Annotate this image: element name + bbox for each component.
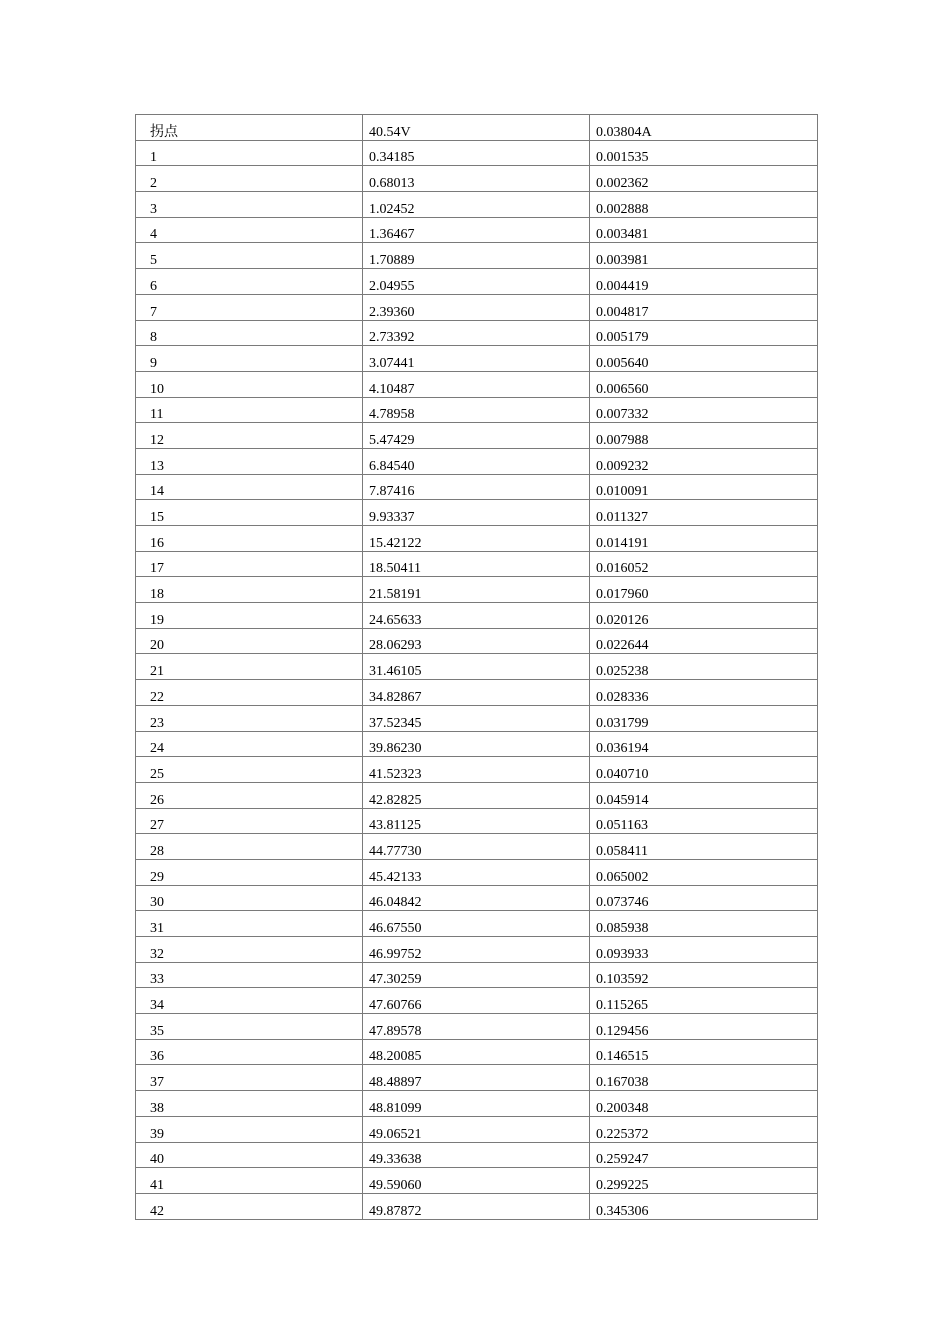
row-index-cell: 26 xyxy=(136,782,363,808)
row-index-cell: 35 xyxy=(136,1014,363,1040)
current-cell: 0.005179 xyxy=(590,320,818,346)
current-cell: 0.007988 xyxy=(590,423,818,449)
row-index-cell: 28 xyxy=(136,834,363,860)
current-cell: 0.115265 xyxy=(590,988,818,1014)
table-row xyxy=(136,166,818,192)
current-cell: 0.017960 xyxy=(590,577,818,603)
row-index-cell: 1 xyxy=(136,140,363,166)
row-index-cell: 3 xyxy=(136,192,363,218)
table-row xyxy=(136,140,818,166)
row-index-cell: 2 xyxy=(136,166,363,192)
current-cell: 0.146515 xyxy=(590,1039,818,1065)
iv-data-table xyxy=(135,114,818,1220)
current-cell: 0.065002 xyxy=(590,859,818,885)
voltage-cell: 48.48897 xyxy=(363,1065,590,1091)
table-row xyxy=(136,1039,818,1065)
row-index-cell: 13 xyxy=(136,448,363,474)
table-row xyxy=(136,294,818,320)
row-index-cell: 34 xyxy=(136,988,363,1014)
current-cell: 0.009232 xyxy=(590,448,818,474)
row-index-cell: 11 xyxy=(136,397,363,423)
current-cell: 0.045914 xyxy=(590,782,818,808)
voltage-cell: 15.42122 xyxy=(363,526,590,552)
row-index-cell: 37 xyxy=(136,1065,363,1091)
table-row xyxy=(136,1065,818,1091)
voltage-cell: 46.99752 xyxy=(363,937,590,963)
voltage-cell: 2.04955 xyxy=(363,269,590,295)
row-index-cell: 29 xyxy=(136,859,363,885)
table-row xyxy=(136,757,818,783)
current-cell: 0.004419 xyxy=(590,269,818,295)
table-row xyxy=(136,217,818,243)
voltage-cell: 39.86230 xyxy=(363,731,590,757)
voltage-cell: 37.52345 xyxy=(363,705,590,731)
current-cell: 0.085938 xyxy=(590,911,818,937)
current-cell: 0.011327 xyxy=(590,500,818,526)
table-row xyxy=(136,423,818,449)
table-row xyxy=(136,808,818,834)
table-row xyxy=(136,526,818,552)
table-row xyxy=(136,654,818,680)
current-cell: 0.002888 xyxy=(590,192,818,218)
row-index-cell: 32 xyxy=(136,937,363,963)
voltage-cell: 47.30259 xyxy=(363,962,590,988)
table-row xyxy=(136,988,818,1014)
header-label-cell: 拐点 xyxy=(136,115,363,141)
table-row xyxy=(136,911,818,937)
table-row xyxy=(136,705,818,731)
row-index-cell: 21 xyxy=(136,654,363,680)
voltage-cell: 1.70889 xyxy=(363,243,590,269)
current-cell: 0.003981 xyxy=(590,243,818,269)
current-cell: 0.040710 xyxy=(590,757,818,783)
voltage-cell: 0.34185 xyxy=(363,140,590,166)
voltage-cell: 49.59060 xyxy=(363,1168,590,1194)
voltage-cell: 28.06293 xyxy=(363,628,590,654)
current-cell: 0.025238 xyxy=(590,654,818,680)
voltage-cell: 45.42133 xyxy=(363,859,590,885)
current-cell: 0.022644 xyxy=(590,628,818,654)
row-index-cell: 25 xyxy=(136,757,363,783)
table-row xyxy=(136,1193,818,1219)
voltage-cell: 41.52323 xyxy=(363,757,590,783)
voltage-cell: 46.04842 xyxy=(363,885,590,911)
current-cell: 0.004817 xyxy=(590,294,818,320)
voltage-cell: 7.87416 xyxy=(363,474,590,500)
current-cell: 0.073746 xyxy=(590,885,818,911)
table-row xyxy=(136,320,818,346)
voltage-cell: 21.58191 xyxy=(363,577,590,603)
voltage-cell: 49.87872 xyxy=(363,1193,590,1219)
header-current-cell: 0.03804A xyxy=(590,115,818,141)
current-cell: 0.003481 xyxy=(590,217,818,243)
table-row xyxy=(136,1142,818,1168)
voltage-cell: 5.47429 xyxy=(363,423,590,449)
voltage-cell: 49.33638 xyxy=(363,1142,590,1168)
table-row xyxy=(136,1168,818,1194)
table-row xyxy=(136,243,818,269)
voltage-cell: 49.06521 xyxy=(363,1116,590,1142)
current-cell: 0.103592 xyxy=(590,962,818,988)
row-index-cell: 39 xyxy=(136,1116,363,1142)
current-cell: 0.259247 xyxy=(590,1142,818,1168)
table-row xyxy=(136,371,818,397)
table-row xyxy=(136,885,818,911)
current-cell: 0.200348 xyxy=(590,1091,818,1117)
voltage-cell: 9.93337 xyxy=(363,500,590,526)
row-index-cell: 41 xyxy=(136,1168,363,1194)
current-cell: 0.001535 xyxy=(590,140,818,166)
row-index-cell: 27 xyxy=(136,808,363,834)
table-row xyxy=(136,859,818,885)
voltage-cell: 34.82867 xyxy=(363,680,590,706)
voltage-cell: 44.77730 xyxy=(363,834,590,860)
current-cell: 0.014191 xyxy=(590,526,818,552)
current-cell: 0.016052 xyxy=(590,551,818,577)
current-cell: 0.006560 xyxy=(590,371,818,397)
voltage-cell: 48.81099 xyxy=(363,1091,590,1117)
current-cell: 0.010091 xyxy=(590,474,818,500)
row-index-cell: 19 xyxy=(136,603,363,629)
current-cell: 0.225372 xyxy=(590,1116,818,1142)
table-row xyxy=(136,397,818,423)
voltage-cell: 2.73392 xyxy=(363,320,590,346)
row-index-cell: 12 xyxy=(136,423,363,449)
current-cell: 0.002362 xyxy=(590,166,818,192)
table-row xyxy=(136,603,818,629)
voltage-cell: 0.68013 xyxy=(363,166,590,192)
row-index-cell: 16 xyxy=(136,526,363,552)
row-index-cell: 22 xyxy=(136,680,363,706)
row-index-cell: 40 xyxy=(136,1142,363,1168)
table-row xyxy=(136,782,818,808)
row-index-cell: 38 xyxy=(136,1091,363,1117)
current-cell: 0.167038 xyxy=(590,1065,818,1091)
row-index-cell: 17 xyxy=(136,551,363,577)
current-cell: 0.299225 xyxy=(590,1168,818,1194)
voltage-cell: 6.84540 xyxy=(363,448,590,474)
row-index-cell: 30 xyxy=(136,885,363,911)
row-index-cell: 4 xyxy=(136,217,363,243)
row-index-cell: 24 xyxy=(136,731,363,757)
current-cell: 0.345306 xyxy=(590,1193,818,1219)
voltage-cell: 1.02452 xyxy=(363,192,590,218)
row-index-cell: 23 xyxy=(136,705,363,731)
table-row xyxy=(136,192,818,218)
table-row xyxy=(136,628,818,654)
table-row xyxy=(136,1014,818,1040)
voltage-cell: 4.78958 xyxy=(363,397,590,423)
table-row xyxy=(136,500,818,526)
current-cell: 0.007332 xyxy=(590,397,818,423)
voltage-cell: 46.67550 xyxy=(363,911,590,937)
table-header-row xyxy=(136,115,818,141)
row-index-cell: 10 xyxy=(136,371,363,397)
row-index-cell: 33 xyxy=(136,962,363,988)
row-index-cell: 42 xyxy=(136,1193,363,1219)
voltage-cell: 42.82825 xyxy=(363,782,590,808)
table-row xyxy=(136,577,818,603)
current-cell: 0.028336 xyxy=(590,680,818,706)
current-cell: 0.036194 xyxy=(590,731,818,757)
table-row xyxy=(136,1091,818,1117)
table-row xyxy=(136,834,818,860)
current-cell: 0.051163 xyxy=(590,808,818,834)
row-index-cell: 7 xyxy=(136,294,363,320)
voltage-cell: 24.65633 xyxy=(363,603,590,629)
table-row xyxy=(136,937,818,963)
voltage-cell: 47.60766 xyxy=(363,988,590,1014)
voltage-cell: 43.81125 xyxy=(363,808,590,834)
current-cell: 0.129456 xyxy=(590,1014,818,1040)
voltage-cell: 48.20085 xyxy=(363,1039,590,1065)
table-row xyxy=(136,448,818,474)
table-row xyxy=(136,551,818,577)
row-index-cell: 36 xyxy=(136,1039,363,1065)
voltage-cell: 4.10487 xyxy=(363,371,590,397)
table-row xyxy=(136,1116,818,1142)
table-row xyxy=(136,474,818,500)
row-index-cell: 8 xyxy=(136,320,363,346)
current-cell: 0.031799 xyxy=(590,705,818,731)
row-index-cell: 6 xyxy=(136,269,363,295)
voltage-cell: 47.89578 xyxy=(363,1014,590,1040)
voltage-cell: 3.07441 xyxy=(363,346,590,372)
row-index-cell: 20 xyxy=(136,628,363,654)
current-cell: 0.005640 xyxy=(590,346,818,372)
voltage-cell: 2.39360 xyxy=(363,294,590,320)
current-cell: 0.020126 xyxy=(590,603,818,629)
row-index-cell: 18 xyxy=(136,577,363,603)
current-cell: 0.058411 xyxy=(590,834,818,860)
table-row xyxy=(136,346,818,372)
table-row xyxy=(136,680,818,706)
row-index-cell: 5 xyxy=(136,243,363,269)
row-index-cell: 31 xyxy=(136,911,363,937)
row-index-cell: 9 xyxy=(136,346,363,372)
voltage-cell: 31.46105 xyxy=(363,654,590,680)
voltage-cell: 1.36467 xyxy=(363,217,590,243)
table-row xyxy=(136,269,818,295)
row-index-cell: 14 xyxy=(136,474,363,500)
table-row xyxy=(136,962,818,988)
table-row xyxy=(136,731,818,757)
voltage-cell: 18.50411 xyxy=(363,551,590,577)
row-index-cell: 15 xyxy=(136,500,363,526)
header-voltage-cell: 40.54V xyxy=(363,115,590,141)
current-cell: 0.093933 xyxy=(590,937,818,963)
